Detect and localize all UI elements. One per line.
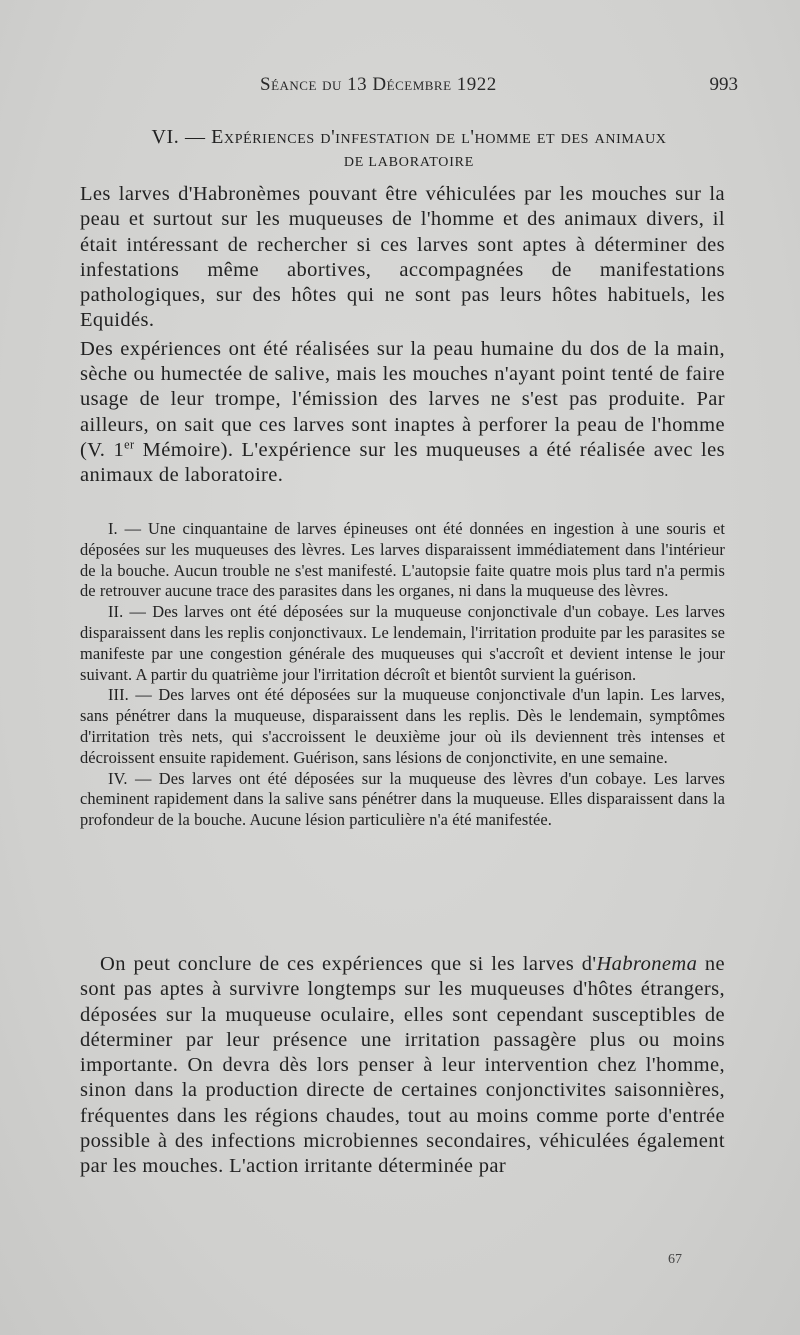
ordinal-superscript: er	[124, 437, 135, 452]
conclusion-genus-name: Habronema	[596, 953, 698, 975]
conclusion-paragraph	[80, 952, 725, 1180]
running-head	[80, 74, 738, 102]
intro-paragraph-1: Les larves d'Habronèmes pouvant être véhiculées par les mouches sur la peau et surtout sur les muqueuses de l'homme et des animaux divers, il était intéressant de rechercher si ces larves sont aptes à déterminer des infestations même abortives, accompagnées de manifestations pathologiques, sur des hôtes qui ne sont pas leurs hôtes habituels, les Equidés.	[80, 183, 725, 332]
conclusion-text	[80, 952, 725, 1180]
section-heading-line1: VI. — Expériences d'infestation de l'homme et des animaux	[151, 126, 667, 148]
intro-text	[80, 182, 725, 489]
experiment-item: IV. — Des larves ont été déposées sur la muqueuse des lèvres d'un cobaye. Les larves cheminent rapidement dans la salive sans pénétrer dans la muqueuse. Elles disparaissent dans la profondeur de la bouche. Aucune lésion particulière n'a été manifestée.	[80, 768, 725, 830]
printer-signature: 67	[668, 1252, 682, 1267]
running-title: Séance du 13 Décembre 1922	[260, 74, 497, 95]
experiment-item: III. — Des larves ont été déposées sur la muqueuse conjonctivale d'un lapin. Les larves, sans pénétrer dans la muqueuse, disparaissent dans les replis. Dès le lendemain, symptômes d'irritation très nets, qui s'accroissent le deuxième jour où ils deviennent très intenses et décroissent ensuite rapidement. Guérison, sans lésions de conjonctivite, en une semaine.	[80, 685, 725, 767]
experiment-item: I. — Une cinquantaine de larves épineuses ont été données en ingestion à une souris et déposées sur les muqueuses des lèvres. Les larves disparaissent immédiatement dans l'intérieur de la bouche. Aucun trouble ne s'est manifesté. L'autopsie faite quatre mois plus tard n'a permis de retrouver aucune trace des parasites dans les organes, ni dans la muqueuse des lèvres.	[80, 519, 725, 601]
intro-paragraph-2-part1: Des expériences ont été réalisées sur la peau humaine du dos de la main, sèche ou humectée de salive, mais les mouches n'ayant point tenté de faire usage de leur trompe, l'émission des larves ne s'est pas produite. Par ailleurs, on sait que ces larves sont inaptes à perforer la peau de l'homme (V. 1	[80, 337, 725, 461]
experiments-list	[80, 519, 725, 831]
conclusion-part1: On peut conclure de ces expériences que si les larves d'	[100, 953, 597, 975]
page-number: 993	[709, 74, 738, 95]
intro-paragraph-2-part2: Mémoire). L'expérience sur les muqueuses a été réalisée avec les animaux de laboratoire.	[80, 438, 725, 487]
conclusion-part2: ne sont pas aptes à survivre longtemps sur les muqueuses d'hôtes étrangers, déposées sur la muqueuse oculaire, elles sont cependant susceptibles de déterminer par leur présence une irritation passagère plus ou moins importante. On devra dès lors penser à leur intervention chez l'homme, sinon dans la production directe de certaines conjonctivites saisonnières, fréquentes dans les régions chaudes, tout au moins comme porte d'entrée possible à des infections microbiennes secondaires, véhiculées également par les mouches. L'action irritante déterminée par	[80, 953, 725, 1178]
section-heading-line2: DE LABORATOIRE	[343, 155, 475, 170]
intro-paragraph-2	[80, 337, 725, 489]
experiment-item: II. — Des larves ont été déposées sur la muqueuse conjonctivale d'un cobaye. Les larves disparaissent dans les replis conjonctivaux. Le lendemain, l'irritation produite par les parasites se manifeste par une congestion générale des muqueuses qui s'accroît et devient intense le jour suivant. A partir du quatrième jour l'irritation décroît et bientôt survient la guérison.	[80, 602, 725, 684]
section-heading	[80, 124, 738, 176]
